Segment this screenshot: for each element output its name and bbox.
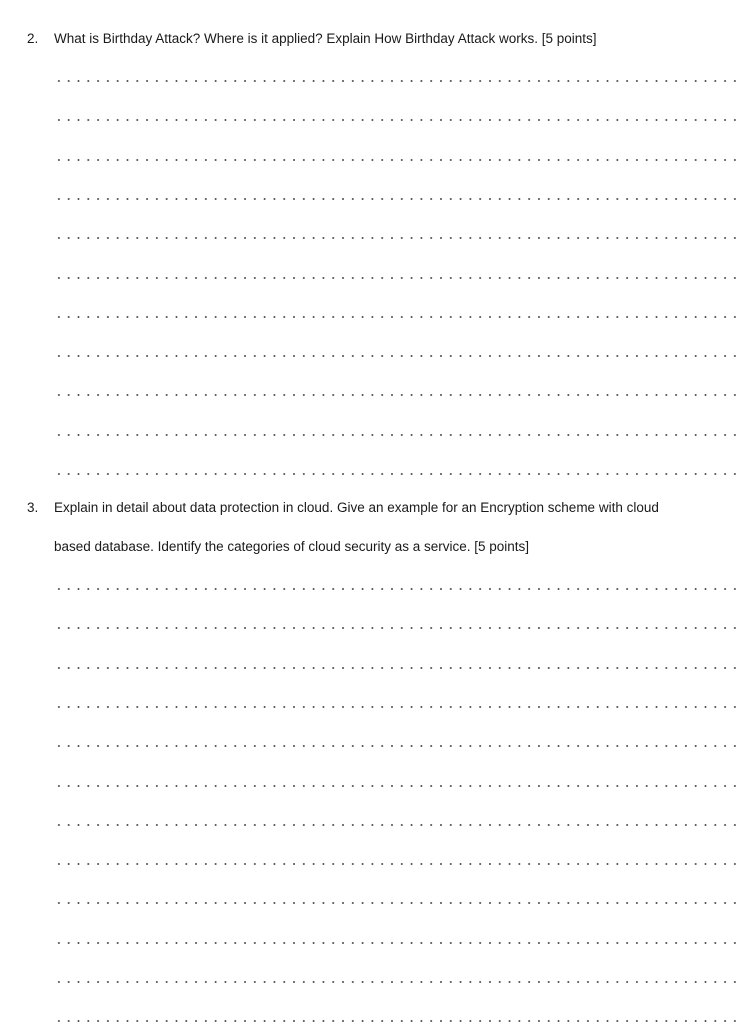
question-2-answer-line — [54, 158, 738, 162]
question-3-answer-line — [54, 1019, 738, 1023]
question-3-answer-line — [54, 744, 738, 748]
question-2-text: What is Birthday Attack? Where is it applied? Explain How Birthday Attack works. [5 points] — [54, 31, 597, 46]
question-3-answer-line — [54, 941, 738, 945]
question-3-text-line-1: Explain in detail about data protection in cloud. Give an example for an Encryption scheme with cloud — [54, 500, 659, 515]
question-3-answer-line — [54, 980, 738, 984]
question-2-answer-line — [54, 236, 738, 240]
question-3-text-line-2: based database. Identify the categories of cloud security as a service. [5 points] — [54, 539, 530, 554]
question-2-answer-line — [54, 472, 738, 476]
question-2-answer-line — [54, 276, 738, 280]
question-2-answer-line — [54, 197, 738, 201]
question-3-answer-line — [54, 862, 738, 866]
question-2-answer-line — [54, 315, 738, 319]
question-3-answer-line — [54, 705, 738, 709]
question-3-number: 3. — [27, 500, 39, 515]
question-3-answer-line — [54, 901, 738, 905]
question-3-answer-line — [54, 587, 738, 591]
question-2-number: 2. — [27, 31, 39, 46]
question-3-answer-line — [54, 626, 738, 630]
question-2-answer-line — [54, 118, 738, 122]
question-2-answer-line — [54, 433, 738, 437]
question-3-answer-line — [54, 666, 738, 670]
question-2-answer-line — [54, 393, 738, 397]
question-2-answer-line — [54, 79, 738, 83]
question-2-answer-line — [54, 354, 738, 358]
question-3-answer-line — [54, 823, 738, 827]
question-3-answer-line — [54, 784, 738, 788]
